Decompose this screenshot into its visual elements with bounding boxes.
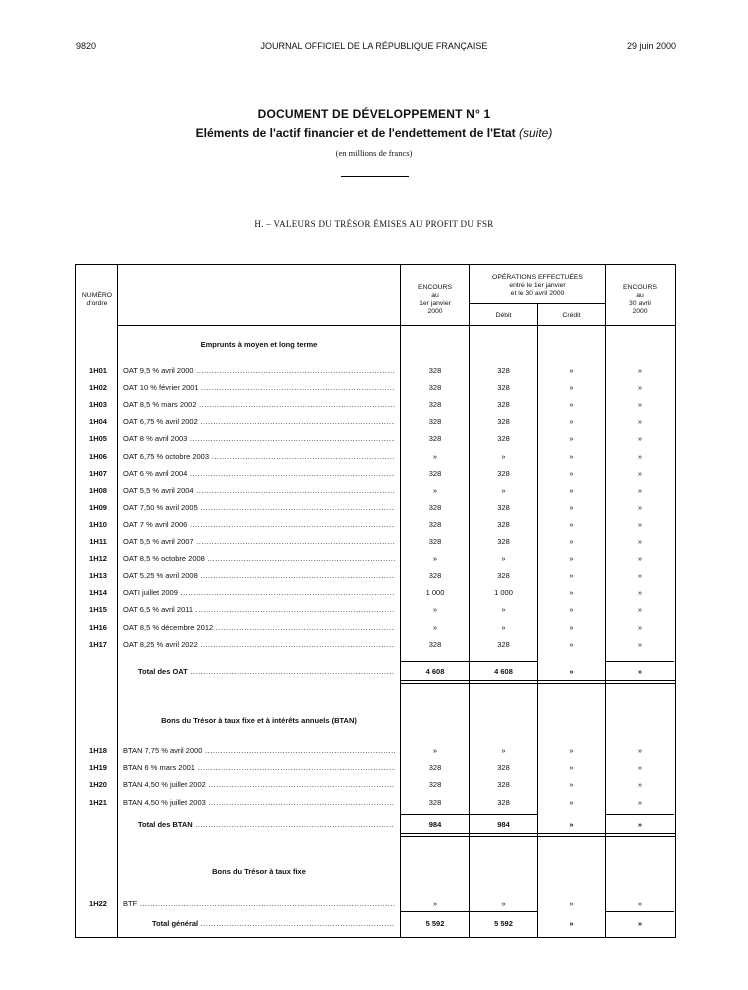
subtitle-text: Eléments de l'actif financier et de l'endettement de l'Etat: [195, 126, 516, 140]
row-value-end: »: [637, 400, 643, 410]
row-code: 1H15: [89, 605, 107, 615]
row-code: 1H09: [89, 502, 107, 512]
row-value-start: 328: [428, 502, 442, 512]
row-value-credit: »: [569, 571, 574, 581]
row-value-credit: »: [569, 451, 574, 461]
col-header-line: et le 30 avril 2000: [510, 290, 565, 297]
row-value-start: »: [432, 899, 438, 908]
header-bottom-rule: [117, 325, 675, 326]
row-code: 1H14: [89, 588, 107, 598]
row-code: 1H21: [89, 797, 107, 807]
col-header-line: d'ordre: [86, 300, 108, 307]
row-label: OAT 8,25 % avril 2022 .....: [123, 640, 395, 649]
subtitle-suite: (suite): [518, 126, 553, 140]
row-value-credit: »: [569, 400, 574, 410]
total-rule: [400, 814, 469, 815]
row-value-credit: »: [569, 366, 574, 375]
col-header-debit: Débit: [495, 312, 512, 319]
total-rule: [605, 911, 674, 912]
row-value-start: »: [432, 622, 438, 632]
row-value-credit: »: [569, 899, 574, 908]
row-value-credit: »: [569, 519, 574, 529]
total-rule: [400, 911, 469, 912]
row-label: OAT 8 % avril 2003 .....: [123, 434, 395, 443]
row-value-end: »: [637, 451, 643, 461]
row-value-debit: 328: [497, 400, 510, 410]
col-header-numero: [76, 292, 118, 308]
row-value-end: »: [637, 519, 643, 529]
total-value-debit: 4 608: [494, 667, 513, 676]
total-rule: [469, 911, 537, 912]
row-code: 1H10: [89, 519, 107, 529]
group-heading-btf: Bons du Trésor à taux fixe: [212, 867, 306, 876]
row-value-debit: 328: [497, 383, 510, 393]
row-value-credit: »: [569, 554, 574, 564]
row-value-start: 328: [428, 400, 442, 410]
row-value-start: 328: [428, 537, 442, 546]
row-value-start: 1 000: [425, 588, 445, 598]
row-label: OATI juillet 2009 .....: [123, 588, 395, 597]
col-header-line: NUMÉRO: [81, 292, 113, 299]
row-value-end: »: [637, 605, 643, 615]
row-code: 1H20: [89, 780, 107, 790]
row-value-debit: 328: [497, 763, 510, 773]
row-code: 1H03: [89, 400, 107, 410]
row-value-start: 328: [428, 519, 442, 529]
row-value-credit: »: [569, 485, 574, 495]
row-label: OAT 6,75 % octobre 2003 .....: [123, 452, 395, 461]
row-code: 1H07: [89, 468, 107, 478]
row-value-debit: 328: [497, 639, 510, 649]
row-code: 1H06: [89, 451, 107, 461]
row-code: 1H13: [89, 571, 107, 581]
row-value-end: »: [637, 485, 643, 495]
row-value-credit: »: [569, 468, 574, 478]
row-code: 1H16: [89, 622, 107, 632]
row-value-debit: 328: [497, 571, 510, 581]
row-value-end: »: [637, 797, 643, 807]
row-label: OAT 9,5 % avril 2000 .....: [123, 366, 395, 375]
total-label: Total des OAT .....: [138, 667, 395, 676]
header-divider: [469, 303, 606, 304]
row-code: 1H05: [89, 434, 107, 444]
group-heading-oat: Emprunts à moyen et long terme: [200, 340, 318, 349]
total-value-start: 5 592: [425, 919, 445, 928]
journal-title: JOURNAL OFFICIEL DE LA RÉPUBLIQUE FRANÇAISE: [260, 41, 488, 51]
section-separator: [400, 683, 675, 684]
page-number: 9820: [76, 41, 97, 51]
row-label: OAT 8,5 % mars 2002 .....: [123, 400, 395, 409]
row-value-end: »: [637, 434, 643, 444]
row-value-debit: 328: [497, 780, 510, 790]
units-note: (en millions de francs): [335, 148, 413, 158]
row-value-end: »: [637, 746, 643, 755]
row-value-debit: »: [501, 746, 506, 755]
row-value-debit: 328: [497, 417, 510, 427]
divider: [341, 176, 409, 177]
row-code: 1H04: [89, 417, 107, 427]
total-value-debit: 984: [497, 820, 510, 829]
row-label: OAT 6 % avril 2004 .....: [123, 469, 395, 478]
row-value-end: »: [637, 417, 643, 427]
row-value-start: »: [432, 746, 438, 755]
row-value-end: »: [637, 622, 643, 632]
row-value-debit: 328: [497, 519, 510, 529]
row-value-start: 328: [428, 780, 442, 790]
row-value-debit: 328: [497, 366, 510, 375]
col-divider: [117, 264, 118, 937]
total-value-debit: 5 592: [494, 919, 513, 928]
row-label: OAT 5,5 % avril 2007 .....: [123, 537, 395, 546]
row-label: OAT 7 % avril 2006 .....: [123, 520, 395, 529]
row-value-debit: 1 000: [494, 588, 513, 598]
row-label: OAT 8,5 % octobre 2008 .....: [123, 554, 395, 563]
col-header-operations: [470, 274, 605, 298]
row-label: OAT 6,5 % avril 2011 .....: [123, 605, 395, 614]
total-rule: [469, 661, 537, 662]
total-label: Total général .....: [152, 919, 395, 928]
row-label: BTAN 4,50 % juillet 2002 .....: [123, 780, 395, 789]
total-rule: [469, 814, 537, 815]
row-value-end: »: [637, 763, 643, 773]
row-value-end: »: [637, 554, 643, 564]
col-header-line: entre le 1er janvier: [509, 282, 566, 289]
row-value-debit: 328: [497, 502, 510, 512]
row-label: BTAN 7,75 % avril 2000 .....: [123, 746, 395, 755]
row-value-credit: »: [569, 780, 574, 790]
row-value-debit: »: [501, 605, 506, 615]
col-header-line: ENCOURS: [623, 284, 657, 291]
row-value-credit: »: [569, 417, 574, 427]
col-header-line: 2000: [632, 308, 648, 315]
row-value-end: »: [637, 639, 643, 649]
row-value-start: 328: [428, 468, 442, 478]
section-separator: [400, 680, 675, 681]
row-value-end: »: [637, 366, 643, 375]
row-value-start: »: [432, 554, 438, 564]
col-header-credit: Crédit: [562, 312, 581, 319]
row-label: OAT 5,5 % avril 2004 .....: [123, 486, 395, 495]
total-value-credit: »: [569, 820, 574, 829]
col-header-line: au: [636, 292, 644, 299]
row-value-end: »: [637, 588, 643, 598]
row-code: 1H12: [89, 554, 107, 564]
row-value-debit: 328: [497, 434, 510, 444]
total-value-credit: »: [569, 919, 574, 928]
section-title: H. – VALEURS DU TRÉSOR ÉMISES AU PROFIT DU FSR: [254, 219, 494, 229]
row-value-credit: »: [569, 797, 574, 807]
row-code: 1H08: [89, 485, 107, 495]
row-label: BTAN 6 % mars 2001 .....: [123, 763, 395, 772]
row-value-credit: »: [569, 639, 574, 649]
row-value-credit: »: [569, 588, 574, 598]
document-title: DOCUMENT DE DÉVELOPPEMENT N° 1: [257, 107, 491, 121]
row-value-end: »: [637, 899, 643, 908]
total-value-end: »: [637, 820, 643, 829]
row-label: OAT 7,50 % avril 2005 .....: [123, 503, 395, 512]
col-header-line: 30 avril: [629, 300, 651, 307]
row-value-start: 328: [428, 797, 442, 807]
row-label: OAT 8,5 % décembre 2012 .....: [123, 623, 395, 632]
total-value-credit: »: [569, 667, 574, 676]
row-label: OAT 6,75 % avril 2002 .....: [123, 417, 395, 426]
row-value-start: 328: [428, 571, 442, 581]
total-label: Total des BTAN .....: [138, 820, 395, 829]
row-value-end: »: [637, 383, 643, 393]
row-value-debit: 328: [497, 797, 510, 807]
total-rule: [605, 814, 674, 815]
row-value-debit: »: [501, 899, 506, 908]
col-header-line: au: [431, 292, 439, 299]
row-value-end: »: [637, 468, 643, 478]
total-value-end: »: [637, 667, 643, 676]
total-rule: [605, 661, 674, 662]
row-value-credit: »: [569, 502, 574, 512]
row-value-credit: »: [569, 746, 574, 755]
row-label: OAT 5,25 % avril 2008 .....: [123, 571, 395, 580]
row-value-debit: 328: [497, 537, 510, 546]
section-separator: [400, 836, 675, 837]
row-value-debit: »: [501, 554, 506, 564]
row-value-credit: »: [569, 383, 574, 393]
row-code: 1H19: [89, 763, 107, 773]
col-header-encours-start: [401, 284, 469, 316]
row-value-debit: »: [501, 451, 506, 461]
total-rule: [400, 661, 469, 662]
row-value-start: 328: [428, 383, 442, 393]
row-label: BTF .....: [123, 899, 395, 908]
total-value-start: 984: [428, 820, 442, 829]
col-divider: [537, 303, 538, 937]
row-code: 1H01: [89, 366, 107, 375]
issue-date: 29 juin 2000: [626, 41, 676, 51]
row-value-credit: »: [569, 622, 574, 632]
section-separator: [400, 833, 675, 834]
row-value-start: »: [432, 485, 438, 495]
row-value-credit: »: [569, 434, 574, 444]
col-header-line: OPÉRATIONS EFFECTUÉES: [492, 274, 583, 281]
row-value-end: »: [637, 502, 643, 512]
row-code: 1H02: [89, 383, 107, 393]
col-header-encours-end: [606, 284, 674, 316]
row-label: OAT 10 % février 2001 .....: [123, 383, 395, 392]
row-code: 1H22: [89, 899, 107, 908]
row-value-start: »: [432, 605, 438, 615]
document-subtitle: [0, 126, 748, 140]
row-value-credit: »: [569, 537, 574, 546]
row-value-end: »: [637, 537, 643, 546]
col-header-line: 2000: [427, 308, 443, 315]
total-value-end: »: [637, 919, 643, 928]
row-value-start: 328: [428, 366, 442, 375]
col-header-line: ENCOURS: [418, 284, 452, 291]
row-value-credit: »: [569, 605, 574, 615]
row-code: 1H18: [89, 746, 107, 755]
row-value-start: »: [432, 451, 438, 461]
row-label: BTAN 4,50 % juillet 2003 .....: [123, 798, 395, 807]
row-code: 1H17: [89, 639, 107, 649]
row-value-debit: 328: [497, 468, 510, 478]
row-value-debit: »: [501, 485, 506, 495]
total-value-start: 4 608: [425, 667, 445, 676]
col-header-line: 1er janvier: [419, 300, 451, 307]
row-value-start: 328: [428, 763, 442, 773]
row-code: 1H11: [89, 537, 107, 546]
row-value-debit: »: [501, 622, 506, 632]
row-value-start: 328: [428, 434, 442, 444]
row-value-end: »: [637, 571, 643, 581]
group-heading-btan: Bons du Trésor à taux fixe et à intérêts annuels (BTAN): [161, 716, 357, 725]
row-value-credit: »: [569, 763, 574, 773]
row-value-start: 328: [428, 417, 442, 427]
row-value-end: »: [637, 780, 643, 790]
row-value-start: 328: [428, 639, 442, 649]
